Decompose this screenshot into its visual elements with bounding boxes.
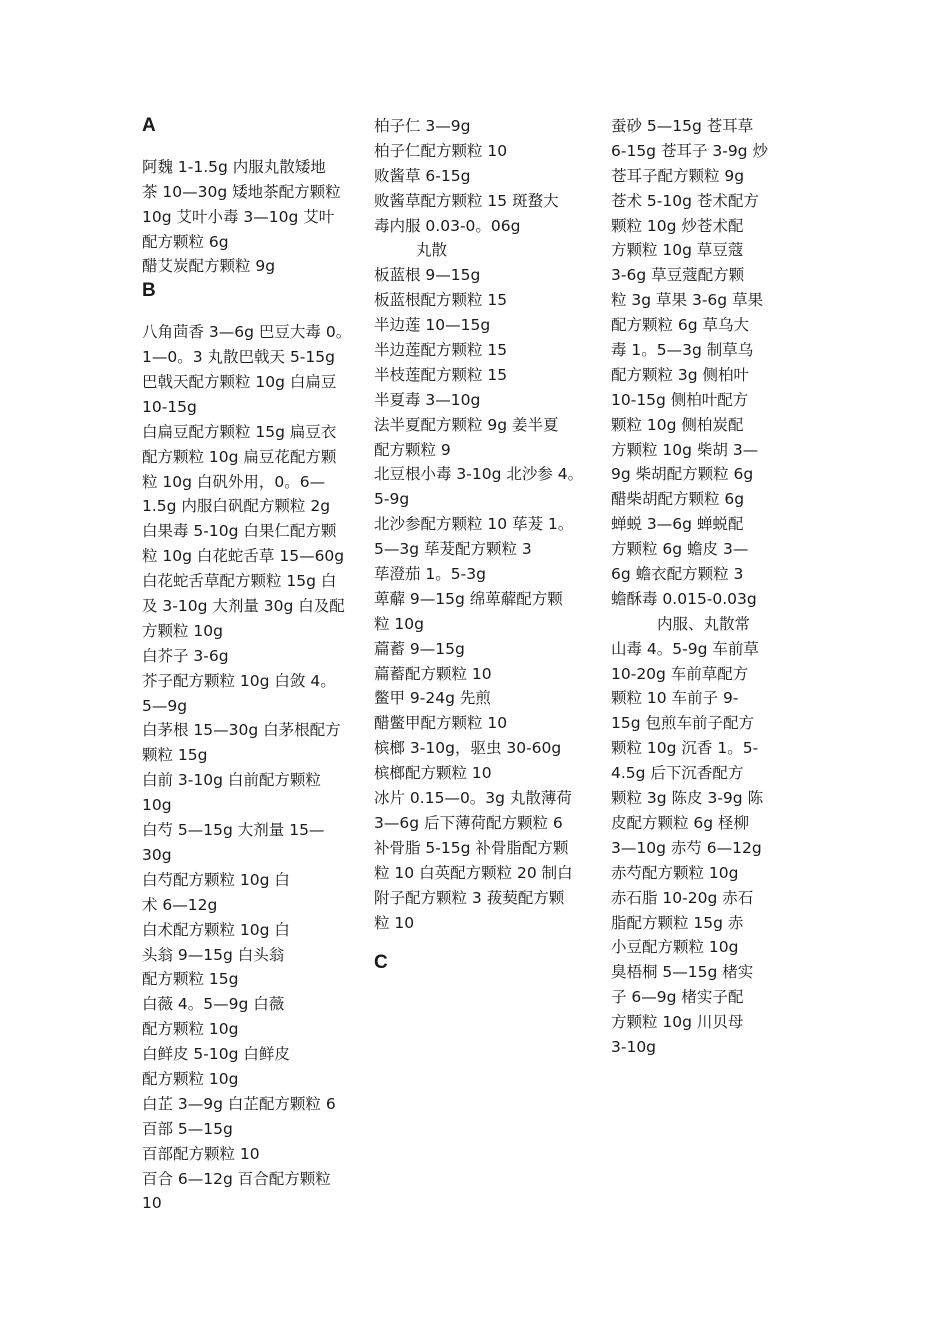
text-line: 半夏毒 3—10g: [374, 390, 481, 409]
text-line: 3-10g: [611, 1037, 657, 1056]
text-line: 醋鳖甲配方颗粒 10: [374, 714, 508, 733]
text-line: 附子配方颗粒 3 菝葜配方颗: [374, 888, 565, 907]
text-line: 小豆配方颗粒 10g: [611, 938, 739, 957]
text-line: 4.5g 后下沉香配方: [611, 764, 744, 783]
text-line: 配方颗粒 10g: [142, 1020, 239, 1039]
text-line: 毒 1。5—3g 制草乌: [611, 341, 754, 360]
text-line: 白芍配方颗粒 10g 白: [142, 870, 290, 889]
text-line: 苍术 5-10g 苍术配方: [611, 191, 759, 210]
text-line: 术 6—12g: [142, 895, 218, 914]
text-line: 1—0。3 丸散巴戟天 5-15g: [142, 348, 335, 367]
text-line: 6g 蟾衣配方颗粒 3: [611, 565, 744, 584]
text-line: 及 3-10g 大剂量 30g 白及配: [142, 597, 345, 616]
text-line: 5—9g: [142, 696, 188, 715]
text-line: 10g: [142, 796, 172, 815]
text-line: 山毒 4。5-9g 车前草: [611, 639, 759, 658]
text-line: 白术配方颗粒 10g 白: [142, 920, 290, 939]
text-line: 板蓝根配方颗粒 15: [374, 291, 508, 310]
text-line: 丸散: [416, 241, 448, 260]
text-line: 白扁豆配方颗粒 15g 扁豆衣: [142, 422, 337, 441]
text-line: 方颗粒 10g 柴胡 3—: [611, 440, 759, 459]
text-line: 6-15g 苍耳子 3-9g 炒: [611, 141, 768, 160]
text-line: 10-15g 侧柏叶配方: [611, 390, 749, 409]
text-line: 萹蓄 9—15g: [374, 639, 465, 658]
text-column-3: [611, 114, 768, 1060]
text-line: 粒 10: [374, 913, 415, 932]
text-line: 粒 3g 草果 3-6g 草果: [611, 291, 764, 310]
text-line: 方颗粒 6g 蟾皮 3—: [611, 540, 749, 559]
text-line: 白薇 4。5—9g 白薇: [142, 995, 285, 1014]
text-line: 蚕砂 5—15g 苍耳草: [611, 117, 754, 135]
text-line: 白果毒 5-10g 白果仁配方颗: [142, 522, 337, 541]
text-line: 槟榔配方颗粒 10: [374, 764, 492, 783]
text-line: 赤石脂 10-20g 赤石: [611, 888, 754, 907]
text-line: 白鲜皮 5-10g 白鲜皮: [142, 1045, 290, 1064]
text-line: 方颗粒 10g 草豆蔻: [611, 241, 744, 260]
text-line: 颗粒 15g: [142, 746, 208, 765]
text-line: 颗粒 3g 陈皮 3-9g 陈: [611, 789, 764, 808]
text-line: 头翁 9—15g 白头翁: [142, 945, 285, 964]
text-line: 配方颗粒 15g: [142, 970, 239, 989]
text-line: 30g: [142, 845, 172, 864]
text-line: 脂配方颗粒 15g 赤: [611, 913, 744, 932]
text-line: 败酱草配方颗粒 15 斑蝥大: [374, 191, 559, 210]
text-line: 百部配方颗粒 10: [142, 1144, 260, 1163]
text-line: 柏子仁 3—9g: [374, 117, 471, 135]
text-line: 臭梧桐 5—15g 楮实: [611, 963, 754, 982]
text-line: 萹蓄配方颗粒 10: [374, 664, 492, 683]
text-line: 苍耳子配方颗粒 9g: [611, 166, 745, 185]
text-line: 配方颗粒 10g 扁豆花配方颗: [142, 447, 337, 466]
text-line: 白花蛇舌草配方颗粒 15g 白: [142, 572, 337, 591]
text-line: 10g 艾叶小毒 3—10g 艾叶: [142, 207, 335, 226]
text-line: 10: [142, 1194, 162, 1213]
text-line: 白前 3-10g 白前配方颗粒: [142, 771, 321, 790]
text-line: 内服、丸散常: [657, 614, 751, 633]
text-line: 醋艾炭配方颗粒 9g: [142, 257, 276, 276]
text-line: 荜澄茄 1。5-3g: [374, 565, 486, 584]
text-line: 粒 10g: [374, 614, 424, 633]
text-line: 粒 10g 白矾外用，0。6—: [142, 472, 326, 491]
text-line: 9g 柴胡配方颗粒 6g: [611, 465, 754, 484]
text-line: 颗粒 10 车前子 9-: [611, 689, 739, 708]
section-heading: B: [142, 280, 156, 302]
text-line: 颗粒 10g 侧柏炭配: [611, 415, 744, 434]
text-line: 白茅根 15—30g 白茅根配方: [142, 721, 341, 740]
text-line: 配方颗粒 6g 草乌大: [611, 316, 750, 335]
text-line: 板蓝根 9—15g: [374, 266, 481, 285]
text-line: 颗粒 10g 炒苍术配: [611, 216, 744, 235]
text-line: 八角茴香 3—6g 巴豆大毒 0。: [142, 323, 352, 342]
text-line: 3—10g 赤芍 6—12g: [611, 838, 762, 857]
text-line: 皮配方颗粒 6g 柽柳: [611, 813, 750, 832]
text-line: 蝉蜕 3—6g 蝉蜕配: [611, 515, 744, 534]
text-line: 颗粒 10g 沉香 1。5-: [611, 739, 759, 758]
text-line: 子 6—9g 楮实子配: [611, 988, 744, 1007]
text-line: 百部 5—15g: [142, 1119, 233, 1138]
text-line: 芥子配方颗粒 10g 白敛 4。: [142, 671, 336, 690]
text-line: 巴戟天配方颗粒 10g 白扁豆: [142, 373, 337, 392]
text-column-1: [142, 114, 352, 1216]
text-line: 半枝莲配方颗粒 15: [374, 365, 508, 384]
text-line: 茶 10—30g 矮地茶配方颗粒: [142, 182, 341, 201]
text-line: 粒 10g 白花蛇舌草 15—60g: [142, 547, 345, 566]
text-line: 10-15g: [142, 397, 197, 416]
text-line: 败酱草 6-15g: [374, 166, 471, 185]
section-heading: A: [142, 115, 156, 136]
text-line: 10-20g 车前草配方: [611, 664, 749, 683]
text-line: 配方颗粒 3g 侧柏叶: [611, 365, 750, 384]
text-line: 3-6g 草豆蔻配方颗: [611, 266, 745, 285]
section-heading: C: [374, 952, 388, 974]
text-line: 配方颗粒 6g: [142, 232, 229, 251]
text-line: 醋柴胡配方颗粒 6g: [611, 490, 745, 509]
text-line: 百合 6—12g 百合配方颗粒: [142, 1169, 331, 1188]
text-line: 方颗粒 10g: [142, 621, 223, 640]
text-line: 赤芍配方颗粒 10g: [611, 863, 739, 882]
text-line: 5—3g 荜茇配方颗粒 3: [374, 540, 532, 559]
text-line: 柏子仁配方颗粒 10: [374, 141, 508, 160]
text-line: 北沙参配方颗粒 10 荜茇 1。: [374, 515, 574, 534]
text-line: 半边莲配方颗粒 15: [374, 341, 508, 360]
text-line: 白芍 5—15g 大剂量 15—: [142, 821, 325, 840]
text-line: 槟榔 3-10g，驱虫 30-60g: [374, 739, 562, 758]
text-line: 北豆根小毒 3-10g 北沙参 4。: [374, 465, 584, 484]
text-line: 15g 包煎车前子配方: [611, 714, 754, 733]
text-line: 配方颗粒 10g: [142, 1069, 239, 1088]
text-line: 鳖甲 9-24g 先煎: [374, 689, 491, 708]
text-line: 冰片 0.15—0。3g 丸散薄荷: [374, 789, 572, 808]
text-line: 阿魏 1-1.5g 内服丸散矮地: [142, 157, 326, 176]
text-line: 3—6g 后下薄荷配方颗粒 6: [374, 813, 563, 832]
text-line: 补骨脂 5-15g 补骨脂配方颗: [374, 838, 569, 857]
text-line: 5-9g: [374, 490, 410, 509]
text-line: 白芥子 3-6g: [142, 646, 229, 665]
text-column-2: [374, 114, 584, 976]
text-line: 方颗粒 10g 川贝母: [611, 1013, 744, 1032]
text-line: 配方颗粒 9: [374, 440, 451, 459]
text-line: 白芷 3—9g 白芷配方颗粒 6: [142, 1094, 336, 1113]
text-line: 半边莲 10—15g: [374, 316, 491, 335]
text-line: 蟾酥毒 0.015-0.03g: [611, 589, 757, 608]
text-line: 粒 10 白英配方颗粒 20 制白: [374, 863, 573, 882]
text-line: 法半夏配方颗粒 9g 姜半夏: [374, 415, 559, 434]
text-line: 1.5g 内服白矾配方颗粒 2g: [142, 497, 331, 516]
text-line: 毒内服 0.03-0。06g: [374, 216, 521, 235]
text-line: 萆薢 9—15g 绵萆薢配方颗: [374, 589, 563, 608]
